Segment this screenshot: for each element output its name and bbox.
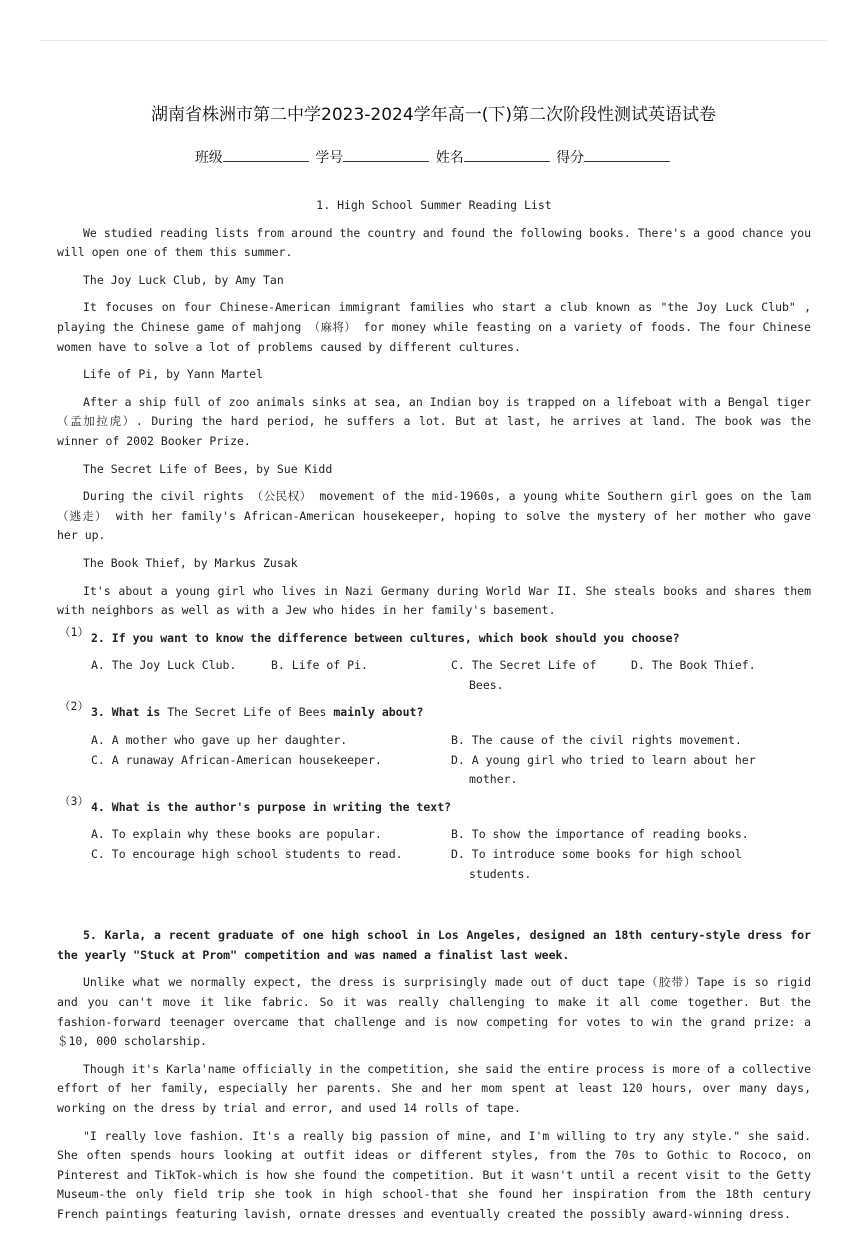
option-b[interactable]: B. To show the importance of reading books. (451, 827, 749, 842)
passage2-paragraph: Unlike what we normally expect, the dress is surprisingly made out of duct tape（胶带）Tape is so rigid and you can't move it like fabric. So it was really challenging to make it all come together. But the fashion-forward teenager overcame that challenge and is now competing for votes to win the grand prize: a ＄10, 000 scholarship. (57, 975, 811, 1049)
passage2-paragraph: "I really love fashion. It's a really big passion of mine, and I'm willing to try any style." she said. She often spends hours looking at outfit ideas or different styles, from the 70s to Gothic to Rococo, on Pinterest and TikTok-which is how she found the competition. But it wasn't until a recent visit to the Getty Museum-the only field trip she took in high school-that she found her inspiration from the 18th century French paintings featuring lavish, ornate dresses and eventually created the possibly award-winning dress. (57, 1128, 811, 1221)
exam-title: 湖南省株洲市第二中学2023-2024学年高一(下)第二次阶段性测试英语试卷 (151, 105, 716, 125)
name-blank[interactable] (464, 147, 550, 162)
option-c[interactable]: C. A runaway African-American housekeeper. (91, 752, 382, 767)
student-info-line (0, 147, 867, 167)
option-a[interactable]: A. The Joy Luck Club. (91, 658, 237, 673)
question-text: What is (111, 705, 168, 720)
question-book-title: The Secret Life of Bees (167, 705, 327, 720)
question-number: 4. (91, 799, 105, 814)
score-blank[interactable] (584, 147, 670, 162)
student-id-label: 学号 (315, 150, 344, 166)
passage2-paragraph: Though it's Karla'name officially in the competition, she said the entire process is more of a collective effort of her family, especially her parents. She and her mom spent at least 120 hours, over many days, working on the dress by trial and error, and used 14 rolls of tape. (57, 1061, 811, 1115)
question-3 (57, 699, 811, 723)
option-c[interactable]: C. The Secret Life of Bees. (451, 658, 597, 692)
subquestion-number: （1） (59, 624, 89, 639)
book-description: It focuses on four Chinese-American immigrant families who start a club known as "the Joy Luck Club" , playing the Chinese game of mahjong （麻将） for money while feasting on a variety of foods. The four Chinese women have to solve a lot of problems caused by different cultures. (57, 300, 811, 354)
book-title: The Secret Life of Bees, by Sue Kidd (83, 461, 333, 476)
exam-content (57, 196, 811, 1233)
book-description: It's about a young girl who lives in Nazi Germany during World War II. She steals books and shares them with neighbors as well as with a Jew who hides in her family's basement. (57, 583, 811, 618)
class-label: 班级 (194, 150, 223, 166)
book-description: During the civil rights （公民权） movement of the mid-1960s, a young white Southern girl goes on the lam （逃走） with her family's African-American housekeeper, hoping to solve the mystery of her mother who gave her up. (57, 489, 811, 543)
question-4-options (91, 825, 811, 884)
option-a[interactable]: A. To explain why these books are popular. (91, 827, 382, 842)
question-number: 2. (91, 630, 105, 645)
option-d[interactable]: D. To introduce some books for high school students. (451, 847, 742, 881)
option-b[interactable]: B. The cause of the civil rights movement. (451, 733, 742, 748)
question-4 (57, 793, 811, 818)
top-divider (40, 40, 827, 41)
subquestion-number: （2） (59, 699, 89, 714)
student-id-blank[interactable] (343, 147, 429, 162)
book-title: The Joy Luck Club, by Amy Tan (83, 272, 284, 287)
question-3-options (91, 731, 811, 790)
question-text-end: mainly about? (326, 705, 424, 720)
book-description: After a ship full of zoo animals sinks at sea, an Indian boy is trapped on a lifeboat with a Bengal tiger （孟加拉虎）. During the hard period, he suffers a lot. But at last, he arrives at land. The book was the winner of 2002 Booker Prize. (57, 394, 811, 448)
passage2-lead: 5. Karla, a recent graduate of one high school in Los Angeles, designed an 18th century-style dress for the yearly "Stuck at Prom" competition and was named a finalist last week. (57, 928, 811, 962)
section-gap (57, 892, 811, 926)
question-text: What is the author's purpose in writing the text? (111, 799, 452, 814)
option-a[interactable]: A. A mother who gave up her daughter. (91, 733, 348, 748)
book-title: Life of Pi, by Yann Martel (83, 367, 264, 382)
question-text: If you want to know the difference between cultures, which book should you choose? (111, 630, 680, 645)
score-label: 得分 (556, 150, 585, 166)
passage1-intro: We studied reading lists from around the country and found the following books. There's a good chance you will open one of them this summer. (57, 225, 811, 260)
book-title: The Book Thief, by Markus Zusak (83, 555, 298, 570)
question-number: 3. (91, 705, 105, 720)
class-blank[interactable] (223, 147, 309, 162)
question-2-options (91, 656, 811, 695)
passage1-heading: 1. High School Summer Reading List (316, 198, 552, 212)
name-label: 姓名 (435, 150, 464, 166)
option-c[interactable]: C. To encourage high school students to read. (91, 847, 403, 862)
option-d[interactable]: D. A young girl who tried to learn about her mother. (451, 752, 756, 787)
option-b[interactable]: B. Life of Pi. (271, 658, 368, 673)
question-2 (57, 624, 811, 649)
option-d[interactable]: D. The Book Thief. (631, 658, 756, 673)
subquestion-number: （3） (59, 793, 89, 808)
